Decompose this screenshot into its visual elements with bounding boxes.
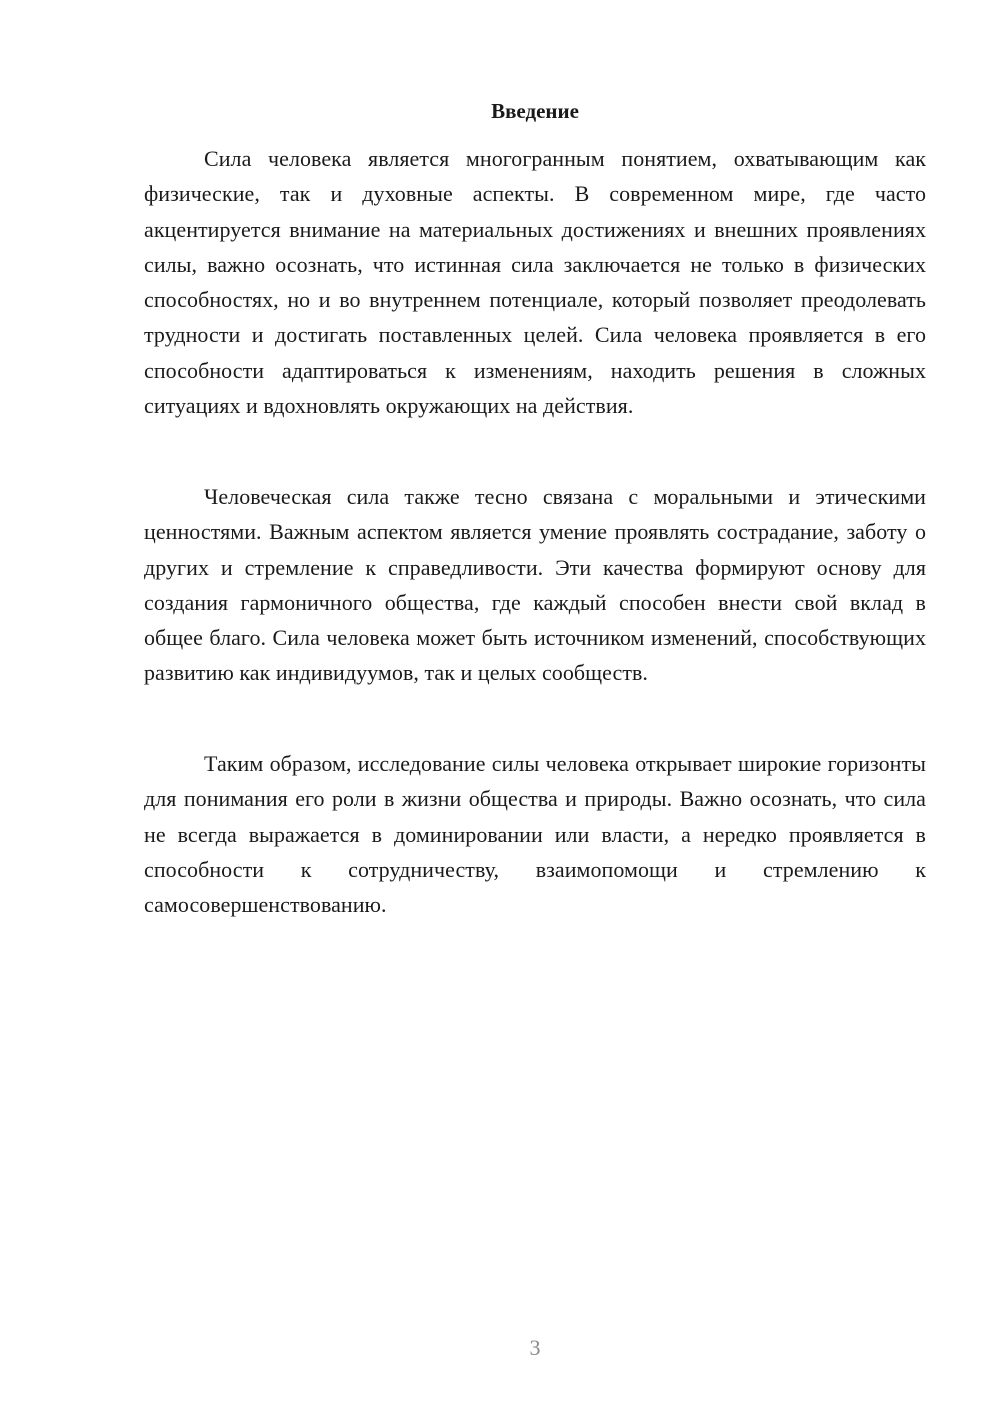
paragraph-1: Сила человека является многогранным понятием, охватывающим как физические, так и духовные аспекты. В современном мире, где часто акцентируется внимание на материальных достижениях и внешних проявлениях силы, важно осознать, что истинная сила заключается не только в физических способностях, но и во внутреннем потенциале, который позволяет преодолевать трудности и достигать поставленных целей. Сила человека проявляется в его способности адаптироваться к изменениям, находить решения в сложных ситуациях и вдохновлять окружающих на действия. [144,146,926,419]
paragraph-3: Таким образом, исследование силы человека открывает широкие горизонты для понимания его роли в жизни общества и природы. Важно осознать, что сила не всегда выражается в доминировании или власти, а нередко проявляется в способности к сотрудничеству, взаимопомощи и стремлению к самосовершенствованию. [144,751,926,918]
paragraph-2: Человеческая сила также тесно связана с моральными и этическими ценностями. Важным аспектом является умение проявлять сострадание, заботу о других и стремление к справедливости. Эти качества формируют основу для создания гармоничного общества, где каждый способен внести свой вклад в общее благо. Сила человека может быть источником изменений, способствующих развитию как индивидуумов, так и целых сообществ. [144,484,926,686]
page-number: 3 [529,1335,541,1360]
section-heading: Введение [491,99,579,123]
